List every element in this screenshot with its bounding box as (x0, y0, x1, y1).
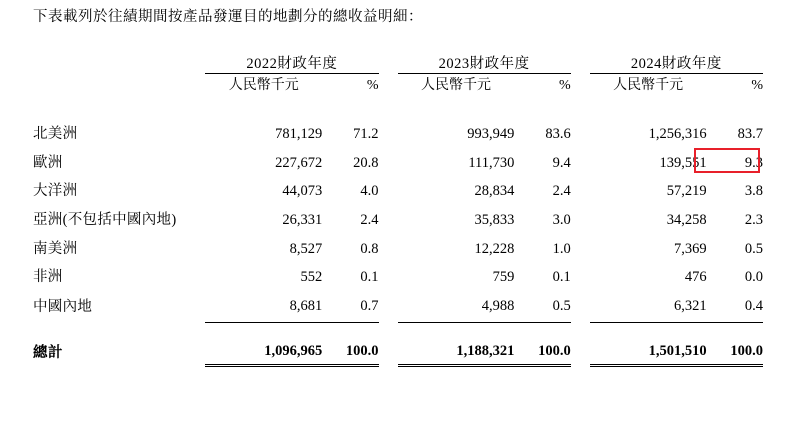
total-amount-2022: 1,096,965 (264, 343, 323, 360)
table-row (33, 206, 763, 235)
rule-blank (33, 322, 205, 331)
row-percent-2024: 0.0 (744, 269, 763, 286)
row-amount-2023: 993,949 (467, 126, 515, 142)
row-label: 非洲 (33, 269, 63, 286)
table-total-row (33, 331, 763, 366)
row-amount-2022: 227,672 (275, 154, 323, 171)
row-amount-2022: 8,527 (289, 240, 323, 257)
rule-2023 (398, 322, 571, 331)
row-percent-2023: 1.0 (552, 240, 571, 257)
row-percent-2024: 0.4 (744, 298, 763, 315)
table-row (33, 177, 763, 206)
spacer-cell (33, 94, 763, 120)
row-amount-2022: 26,331 (282, 212, 323, 229)
table-row (33, 263, 763, 292)
row-gap-1 (379, 120, 398, 149)
table-row (33, 292, 763, 322)
header-body-spacer (33, 94, 763, 120)
row-percent-2024: 9.3 (744, 154, 763, 171)
row-percent-2022: 0.7 (360, 298, 379, 315)
dbl-rule-2024 (590, 366, 763, 374)
row-amount-2022: 552 (300, 269, 323, 286)
dbl-blank (33, 366, 205, 374)
year-header-2023: 2023財政年度 (398, 52, 571, 74)
total-label: 總計 (33, 344, 63, 361)
total-percent-2024: 100.0 (730, 343, 763, 360)
unit-header-percent-2022: % (366, 78, 379, 93)
rule-2022 (205, 322, 378, 331)
year-header-2022: 2022財政年度 (205, 52, 378, 74)
total-gap-2 (571, 331, 590, 366)
row-amount-2023: 12,228 (474, 240, 515, 257)
row-percent-2024: 2.3 (744, 212, 763, 229)
total-gap-1 (379, 331, 398, 366)
row-gap-1 (379, 177, 398, 206)
year-header-2024: 2024財政年度 (590, 52, 763, 74)
total-double-rule-row (33, 366, 763, 374)
unit-header-percent-2023: % (559, 78, 571, 93)
row-percent-2023: 9.4 (552, 154, 571, 171)
row-gap-1 (379, 235, 398, 264)
unit-gap-2 (571, 74, 590, 95)
row-amount-2024: 139,551 (659, 154, 707, 171)
row-amount-2024: 476 (684, 269, 707, 286)
unit-header-amount-2022: 人民幣千元 (228, 78, 299, 93)
row-percent-2022: 0.1 (360, 269, 379, 286)
row-percent-2022: 2.4 (360, 212, 379, 229)
row-label: 大洋洲 (33, 183, 78, 200)
row-amount-2022: 8,681 (289, 298, 323, 315)
table-row (33, 120, 763, 149)
row-amount-2023: 111,730 (468, 154, 515, 171)
row-amount-2024: 6,321 (673, 298, 707, 315)
total-amount-2023: 1,188,321 (456, 343, 515, 360)
unit-header-amount-2023: 人民幣千元 (420, 78, 491, 93)
row-percent-2023: 83.6 (545, 126, 571, 142)
table-year-header-row (33, 52, 763, 74)
total-percent-2023: 100.0 (538, 343, 571, 360)
table-unit-header-row (33, 74, 763, 95)
rule-2024 (590, 322, 763, 331)
row-gap-2 (571, 149, 590, 178)
row-gap-1 (379, 206, 398, 235)
row-label: 中國內地 (33, 298, 93, 315)
revenue-by-destination-table (33, 52, 763, 373)
subtotal-rule-row (33, 322, 763, 331)
row-amount-2024: 57,219 (666, 183, 707, 200)
dbl-gap-1 (379, 366, 398, 374)
intro-paragraph: 下表載列於往績期間按產品發運目的地劃分的總收益明細： (33, 9, 423, 25)
row-amount-2024: 34,258 (666, 212, 707, 229)
row-amount-2023: 28,834 (474, 183, 515, 200)
row-label: 歐洲 (33, 154, 63, 171)
unit-header-amount-2024: 人民幣千元 (613, 78, 684, 93)
total-amount-2024: 1,501,510 (648, 343, 707, 360)
row-amount-2022: 781,129 (275, 126, 323, 142)
row-amount-2022: 44,073 (282, 183, 323, 200)
year-header-blank (33, 52, 205, 74)
row-gap-2 (571, 206, 590, 235)
header-gap-2 (571, 52, 590, 74)
row-percent-2023: 3.0 (552, 212, 571, 229)
unit-header-percent-2024: % (751, 78, 763, 93)
row-percent-2023: 2.4 (552, 183, 571, 200)
row-percent-2024: 83.7 (737, 126, 763, 142)
rule-gap-1 (379, 322, 398, 331)
unit-header-blank (33, 74, 205, 95)
row-amount-2024: 7,369 (673, 240, 707, 257)
row-gap-1 (379, 292, 398, 322)
row-percent-2023: 0.5 (552, 298, 571, 315)
table-row (33, 149, 763, 178)
row-gap-1 (379, 263, 398, 292)
row-amount-2023: 759 (492, 269, 515, 286)
row-percent-2022: 71.2 (353, 126, 379, 142)
row-label: 亞洲(不包括中國內地) (33, 212, 177, 229)
row-gap-2 (571, 235, 590, 264)
row-percent-2024: 0.5 (744, 240, 763, 257)
row-percent-2024: 3.8 (744, 183, 763, 200)
row-gap-2 (571, 120, 590, 149)
row-label: 北美洲 (33, 126, 78, 142)
row-gap-2 (571, 263, 590, 292)
dbl-rule-2022 (205, 366, 378, 374)
row-amount-2024: 1,256,316 (648, 126, 707, 142)
dbl-rule-2023 (398, 366, 571, 374)
row-amount-2023: 4,988 (481, 298, 515, 315)
row-gap-1 (379, 149, 398, 178)
row-percent-2022: 0.8 (360, 240, 379, 257)
rule-gap-2 (571, 322, 590, 331)
row-gap-2 (571, 177, 590, 206)
row-percent-2022: 4.0 (360, 183, 379, 200)
row-percent-2023: 0.1 (552, 269, 571, 286)
row-label: 南美洲 (33, 240, 78, 257)
row-amount-2023: 35,833 (474, 212, 515, 229)
unit-gap-1 (379, 74, 398, 95)
total-percent-2022: 100.0 (345, 343, 379, 360)
header-gap-1 (379, 52, 398, 74)
row-gap-2 (571, 292, 590, 322)
table-row (33, 235, 763, 264)
dbl-gap-2 (571, 366, 590, 374)
row-percent-2022: 20.8 (353, 154, 379, 171)
